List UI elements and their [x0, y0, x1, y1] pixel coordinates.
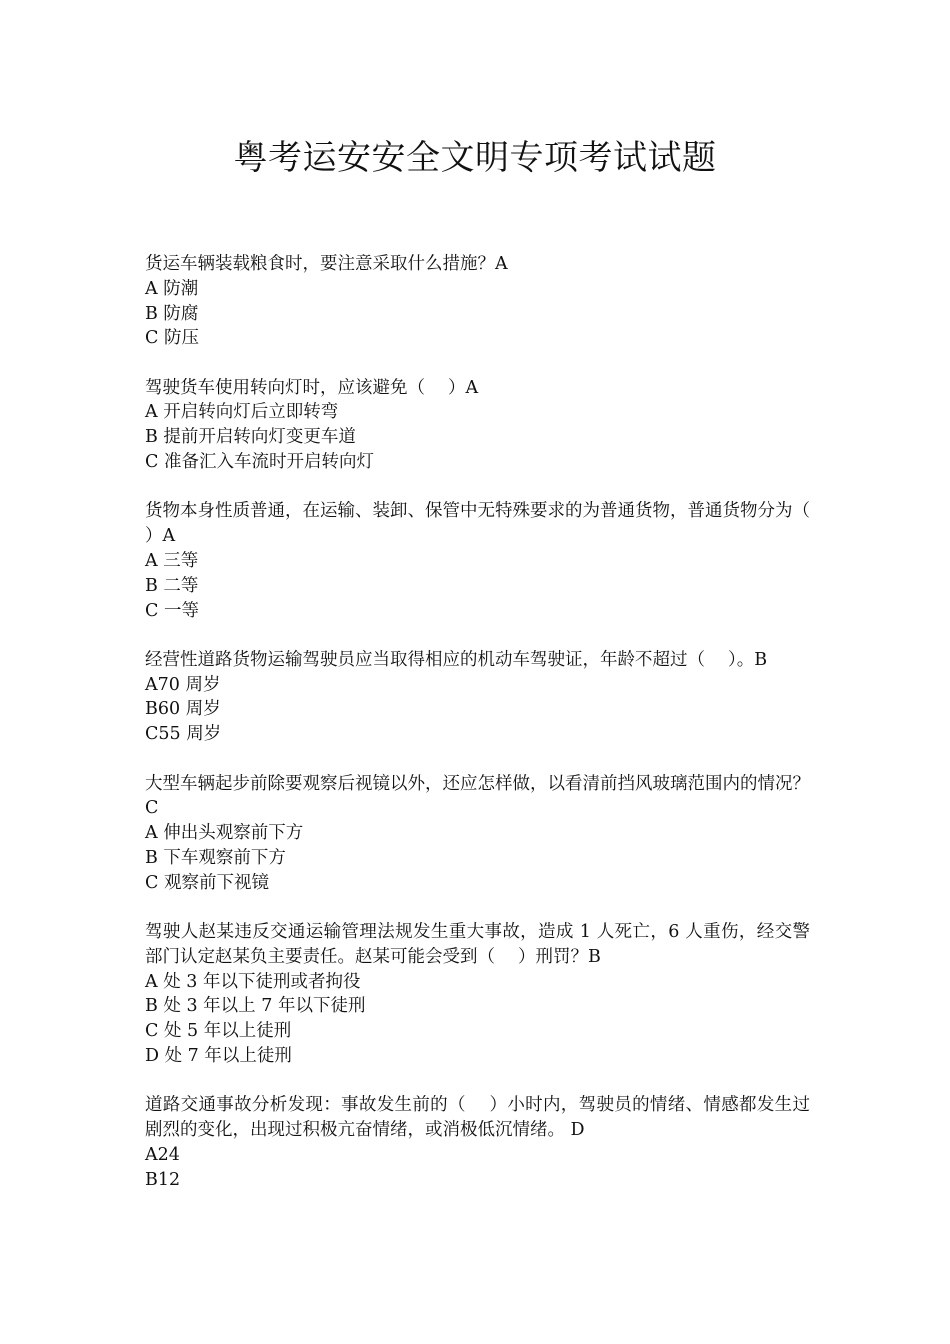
answer-option: B 下车观察前下方 — [145, 847, 286, 868]
answer-option: B 提前开启转向灯变更车道 — [145, 427, 356, 448]
answer-option: A 伸出头观察前下方 — [145, 823, 304, 844]
answer-option: B 二等 — [145, 575, 199, 596]
answer-option: A24 — [145, 1144, 180, 1165]
question-6 — [145, 920, 810, 1069]
answer-option: A70 周岁 — [145, 674, 221, 695]
answer-option: C 防压 — [145, 328, 199, 349]
answer-option: A 处 3 年以下徒刑或者拘役 — [145, 971, 361, 992]
answer-option: A 开启转向灯后立即转弯 — [145, 402, 339, 423]
answer-option: C 一等 — [145, 600, 199, 621]
answer-option: D 处 7 年以上徒刑 — [145, 1046, 292, 1067]
answer-option: B 处 3 年以上 7 年以下徒刑 — [145, 996, 366, 1017]
answer-option: C55 周岁 — [145, 724, 222, 745]
question-2 — [145, 376, 810, 475]
answer-option: C 准备汇入车流时开启转向灯 — [145, 452, 374, 473]
answer-option: B12 — [145, 1169, 181, 1190]
answer-option: C 观察前下视镜 — [145, 872, 269, 893]
document-title: 粤考运安安全文明专项考试试题 — [233, 138, 717, 178]
answer-option: B 防腐 — [145, 303, 199, 324]
question-stem: 驾驶人赵某违反交通运输管理法规发生重大事故，造成 1 人死亡，6 人重伤，经交警部门认定赵某负主要责任。赵某可能会受到（ ）刑罚？B — [145, 922, 810, 967]
answer-option: A 三等 — [145, 550, 199, 571]
question-stem: 经营性道路货物运输驾驶员应当取得相应的机动车驾驶证，年龄不超过（ ）。B — [145, 649, 768, 670]
question-list — [145, 252, 834, 1193]
question-stem: 货运车辆装载粮食时，要注意采取什么措施？A — [145, 254, 508, 274]
question-stem: 驾驶货车使用转向灯时，应该避免（ ）A — [145, 377, 479, 398]
answer-option: C 处 5 年以上徒刑 — [145, 1021, 292, 1042]
question-1 — [145, 252, 810, 351]
question-stem: 道路交通事故分析发现：事故发生前的（ ）小时内，驾驶员的情绪、情感都发生过剧烈的变化，出现过积极亢奋情绪，或消极低沉情绪。 D — [145, 1095, 810, 1141]
question-stem: 大型车辆起步前除要观察后视镜以外，还应怎样做，以看清前挡风玻璃范围内的情况？C — [145, 773, 810, 819]
question-3 — [145, 499, 834, 623]
question-4 — [145, 648, 810, 747]
answer-option: A 防潮 — [145, 278, 199, 299]
question-5 — [145, 772, 810, 896]
question-7 — [145, 1093, 810, 1192]
question-stem: 货物本身性质普通，在运输、装卸、保管中无特殊要求的为普通货物，普通货物分为（ ）A — [145, 501, 834, 547]
answer-option: B60 周岁 — [145, 699, 221, 720]
